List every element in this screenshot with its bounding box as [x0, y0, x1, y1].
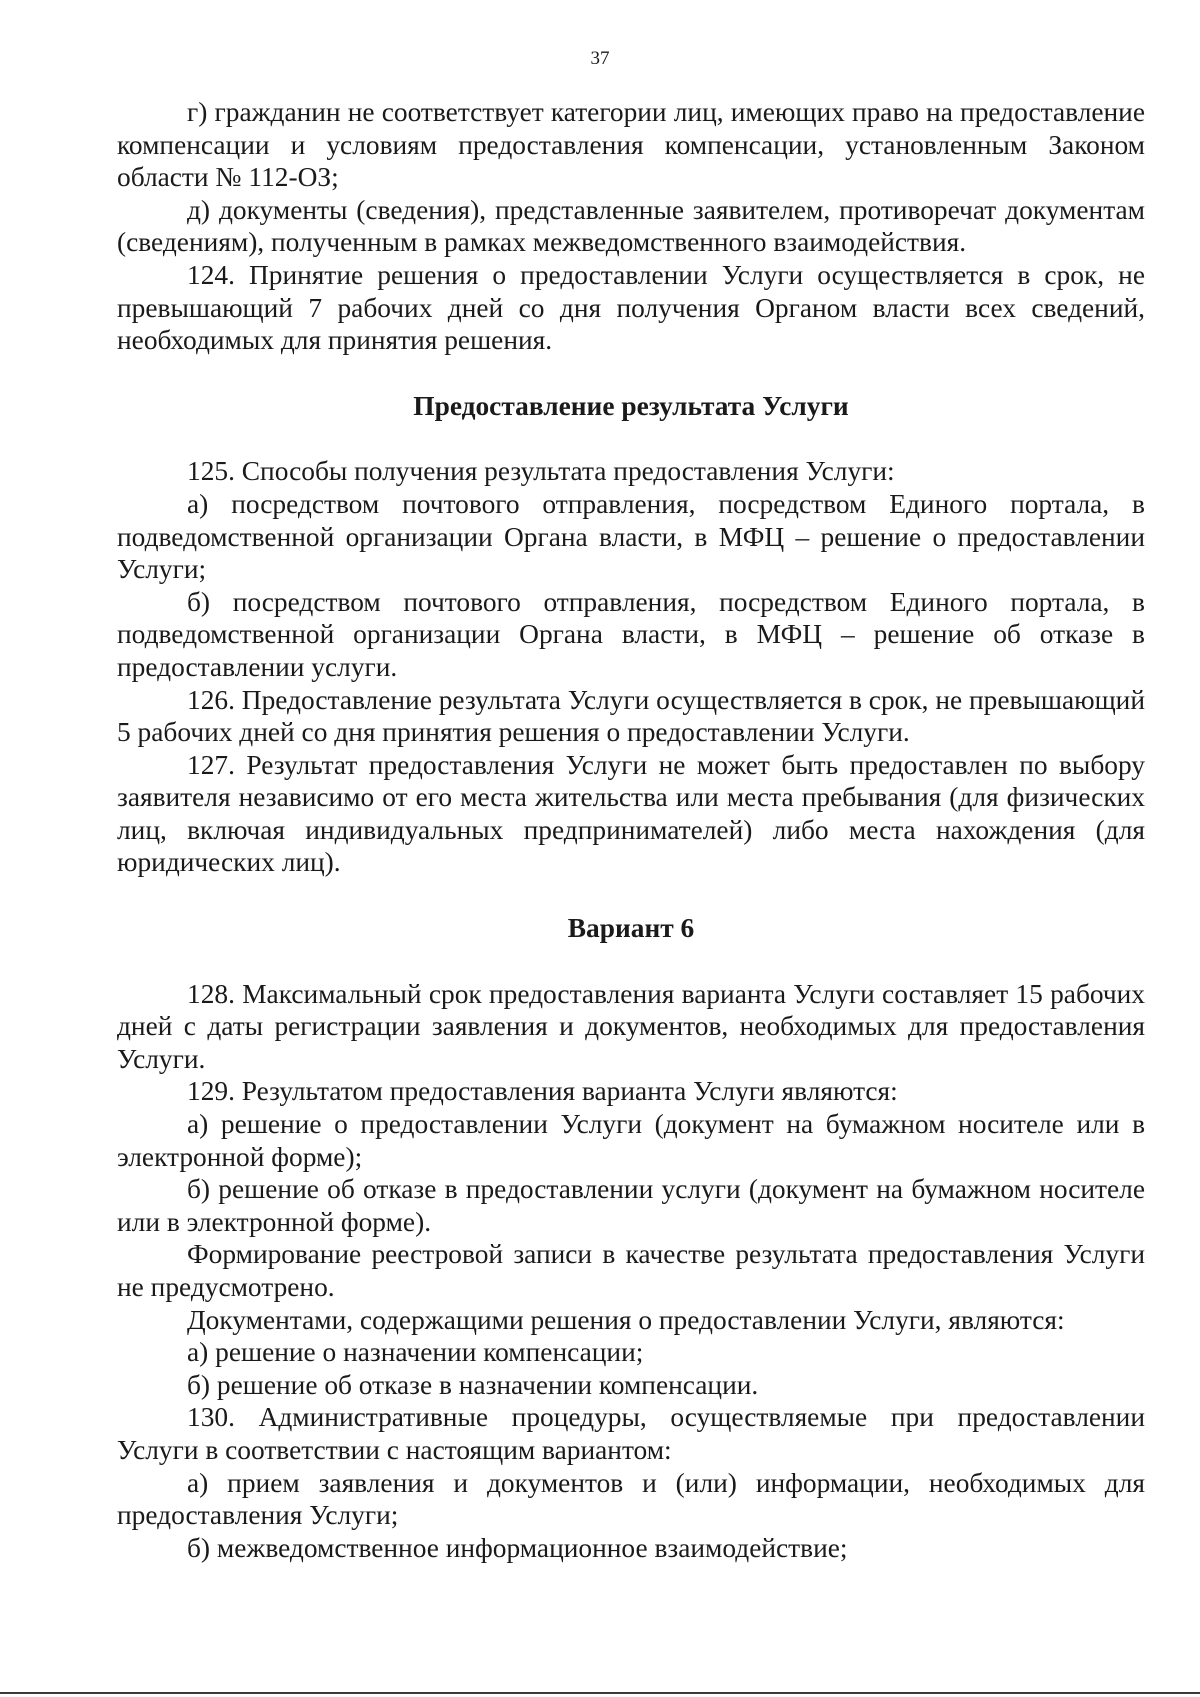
paragraph-129-a: а) решение о предоставлении Услуги (документ на бумажном носителе или в электронной форме); [117, 1109, 1145, 1172]
section-heading-variant-6: Вариант 6 [567, 913, 695, 944]
paragraph-decision-documents: Документами, содержащими решения о предоставлении Услуги, являются: [187, 1304, 1065, 1335]
paragraph-129-b: б) решение об отказе в предоставлении услуги (документ на бумажном носителе или в электронной форме). [117, 1174, 1145, 1237]
paragraph-decision-a: а) решение о назначении компенсации; [187, 1337, 644, 1368]
paragraph-129: 129. Результатом предоставления варианта Услуги являются: [187, 1076, 898, 1107]
paragraph-128: 128. Максимальный срок предоставления варианта Услуги составляет 15 рабочих дней с даты регистрации заявления и документов, необходимых для предоставления Услуги. [117, 978, 1145, 1074]
paragraph-130-a: а) прием заявления и документов и (или) информации, необходимых для предоставления Услуги; [117, 1467, 1145, 1531]
paragraph-registry-record: Формирование реестровой записи в качестве результата предоставления Услуги не предусмотрено. [117, 1239, 1145, 1302]
paragraph-126: 126. Предоставление результата Услуги осуществляется в срок, не превышающий 5 рабочих дней со дня принятия решения о предоставлении Услуги. [117, 684, 1145, 748]
document-body [117, 96, 1145, 1564]
paragraph-d-documents-conflict: д) документы (сведения), представленные заявителем, противоречат документам (сведениям), полученным в рамках межведомственного взаимодействия. [117, 194, 1145, 258]
paragraph-125-b: б) посредством почтового отправления, посредством Единого портала, в подведомственной организации Органа власти, в МФЦ – решение об отказе в предоставлении услуги. [117, 586, 1145, 682]
paragraph-130: 130. Административные процедуры, осуществляемые при предоставлении Услуги в соответствии с настоящим вариантом: [117, 1402, 1145, 1465]
paragraph-g-citizen-category: г) гражданин не соответствует категории лиц, имеющих право на предоставление компенсации и условиям предоставления компенсации, установленным Законом области № 112-ОЗ; [117, 97, 1145, 193]
paragraph-127: 127. Результат предоставления Услуги не может быть предоставлен по выбору заявителя независимо от его места жительства или места пребывания (для физических лиц, включая индивидуальных предпринимателей) либо места нахождения (для юридических лиц). [117, 749, 1145, 878]
paragraph-125-a: а) посредством почтового отправления, посредством Единого портала, в подведомственной организации Органа власти, в МФЦ – решение о предоставлении Услуги; [117, 488, 1145, 585]
paragraph-124: 124. Принятие решения о предоставлении Услуги осуществляется в срок, не превышающий 7 рабочих дней со дня получения Органом власти всех сведений, необходимых для принятия решения. [117, 259, 1145, 356]
section-heading-result-provision: Предоставление результата Услуги [413, 390, 849, 421]
page-number: 37 [590, 48, 610, 69]
paragraph-125: 125. Способы получения результата предоставления Услуги: [187, 456, 895, 487]
scan-bottom-edge [0, 1692, 1200, 1694]
paragraph-decision-b: б) решение об отказе в назначении компенсации. [187, 1369, 759, 1400]
paragraph-130-b: б) межведомственное информационное взаимодействие; [187, 1532, 848, 1563]
